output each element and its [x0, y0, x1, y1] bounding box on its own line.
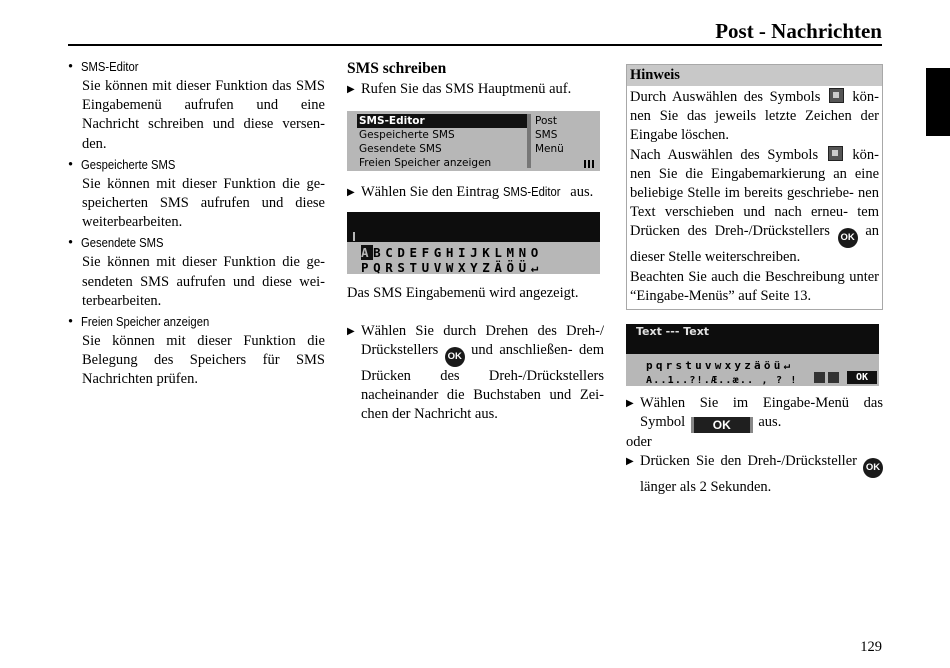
ok-symbol-icon: OK: [691, 417, 753, 433]
list-item: [68, 156, 325, 233]
letter-row: PQRSTUVWXYZÄÖÜ↵: [361, 260, 543, 275]
step-text: aus.: [758, 414, 782, 431]
step-arrow-icon: ▶: [626, 398, 634, 410]
ok-symbol: OK: [847, 371, 877, 384]
signal-strength-icon: [584, 160, 596, 168]
text-entry-area: Text --- Text: [626, 324, 879, 354]
step-text: länger als 2 Sekunden.: [640, 479, 772, 496]
step-text: Wählen Sie im Eingabe-Menü das Symbol: [640, 395, 883, 431]
section-heading: SMS schreiben: [347, 60, 447, 77]
step-arrow-icon: ▶: [347, 325, 355, 337]
or-text: oder: [626, 434, 652, 451]
item-description: Sie können mit dieser Funktion die Belegung des Speichers für SMS Nachrichten prüfen.: [82, 333, 325, 388]
instruction-step: [347, 80, 604, 99]
step-arrow-icon: ▶: [347, 187, 355, 199]
step-arrow-icon: ▶: [347, 84, 355, 95]
menu-row-selected: SMS-Editor: [357, 114, 529, 128]
menu-row: Gesendete SMS: [359, 143, 442, 156]
bullet-icon: •: [68, 156, 74, 173]
step-text: aus.: [570, 184, 594, 201]
note-text: kön- nen Sie die Eingabemarkierung an eine beliebige Stelle im bereits geschriebe- nen Text verschieben und nach erneu- tem Drücken des Dreh-/Drückstellers: [630, 146, 879, 240]
note-text: Beachten Sie auch die Beschreibung unter “Eingabe-Menüs” auf Seite 13.: [630, 268, 879, 304]
note-text: an dieser Stelle weiterschreiben.: [630, 223, 880, 266]
step-text: und anschließen- dem Drücken des Dreh-/Drückstellers nacheinander die Buchstaben und Zei- chen der Nachricht aus.: [361, 341, 604, 423]
note-text: Durch Auswählen des Symbols: [630, 89, 821, 105]
item-description: Sie können mit dieser Funktion das SMS Eingabemenü aufrufen und eine Nachricht schreiben und diese versen- den.: [82, 78, 325, 152]
menu-item-label: Gespeicherte SMS: [81, 157, 176, 172]
note-box: [626, 64, 883, 310]
sms-menu-list: [357, 114, 529, 170]
ok-knob-icon: OK: [863, 458, 883, 478]
instruction-step: [347, 322, 604, 425]
sms-input-screenshot: [347, 212, 600, 274]
column-3: [626, 58, 883, 498]
list-item: [68, 313, 325, 390]
header-rule: [68, 44, 882, 46]
selected-letter: A: [361, 245, 374, 261]
menu-item-label: Freien Speicher anzeigen: [81, 315, 210, 330]
bullet-icon: •: [68, 235, 74, 252]
letter-row-text: BCDEFGHIJKLMNO: [373, 245, 543, 261]
list-item: [68, 58, 325, 154]
section-edge-tab: [926, 68, 950, 136]
page-number: 129: [860, 639, 882, 655]
column-1: [68, 58, 325, 392]
letter-row: pqrstuvwxyzäöü↵: [646, 359, 794, 373]
ok-knob-icon: OK: [445, 347, 465, 367]
list-item: [68, 234, 325, 311]
menu-row: Gespeicherte SMS: [359, 129, 455, 142]
item-description: Sie können mit dieser Funktion die ge- sendeten SMS aufrufen und diese wei- terbearbeiten.: [82, 254, 325, 309]
bullet-icon: •: [68, 314, 74, 331]
menu-breadcrumb: [535, 114, 564, 156]
bullet-icon: •: [68, 59, 74, 75]
step-text: Wählen Sie den Eintrag: [361, 184, 500, 201]
page-title: Post - Nachrichten: [715, 19, 882, 43]
instruction-step: [626, 452, 883, 497]
caption: Das SMS Eingabemenü wird angezeigt.: [347, 285, 579, 302]
scrollbar-graphic: [527, 114, 531, 168]
note-body: [627, 86, 882, 309]
delete-char-icon: [829, 88, 844, 103]
menu-item-label: SMS-Editor: [81, 60, 139, 74]
step-text: Rufen Sie das SMS Hauptmenü auf.: [361, 81, 572, 97]
breadcrumb-item: Menü: [535, 143, 564, 156]
ok-knob-icon: OK: [838, 228, 858, 248]
item-description: Sie können mit dieser Funktion die ge- speicherten SMS aufrufen und diese weiterbearbeiten.: [82, 175, 325, 231]
letter-row: A..1..?!.Æ..æ.. , ? !: [646, 375, 798, 387]
step-text: Wählen Sie durch Drehen des Dreh-/ Drückstellers: [361, 322, 604, 358]
move-cursor-icon: [828, 146, 843, 161]
step-text: Drücken Sie den Dreh-/Drücksteller: [640, 453, 857, 470]
note-title: Hinweis: [627, 65, 882, 86]
text-cursor: [353, 232, 355, 241]
column-2: [347, 58, 604, 424]
note-text: Nach Auswählen des Symbols: [630, 146, 819, 163]
breadcrumb-item: SMS: [535, 129, 558, 142]
step-arrow-icon: ▶: [626, 456, 634, 468]
menu-row: Freien Speicher anzeigen: [359, 157, 492, 170]
instruction-step: [347, 183, 604, 202]
delete-char-icon: [814, 372, 825, 383]
menu-item-label: SMS-Editor: [502, 185, 561, 200]
move-cursor-icon: [828, 372, 839, 383]
note-text: kön- nen Sie das jeweils letzte Zeichen der Eingabe löschen.: [630, 89, 880, 144]
sms-menu-screenshot: [347, 111, 600, 171]
menu-item-label: Gesendete SMS: [81, 236, 164, 251]
text-input-screenshot: [626, 324, 879, 386]
text-entry-area: [347, 212, 600, 242]
instruction-step: [626, 394, 883, 433]
breadcrumb-item: Post: [535, 115, 557, 128]
